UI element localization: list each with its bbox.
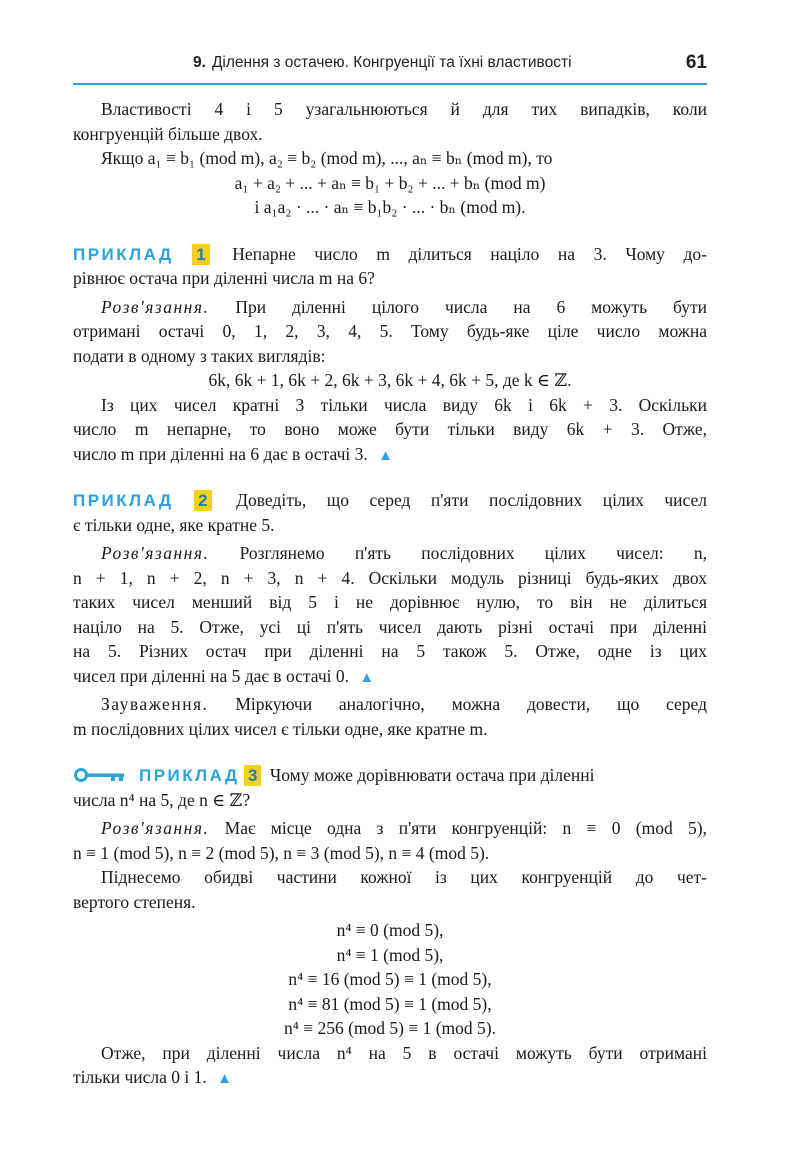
example-label: ПРИКЛАД xyxy=(139,766,240,785)
solution-text: Піднесемо обидві частини кожної із цих конгруенцій до чет- xyxy=(101,867,707,887)
solution-text: При діленні цілого числа на 6 можуть бути xyxy=(235,296,708,317)
conclusion-text: Отже, при діленні числа n⁴ на 5 в остачі можуть бути отримані xyxy=(101,1042,707,1063)
example-number: 3 xyxy=(244,765,261,786)
problem-text: числа n⁴ на 5, де n ∈ ℤ? xyxy=(73,789,251,810)
solution-text: n ≡ 1 (mod 5), n ≡ 2 (mod 5), n ≡ 3 (mod 5), n ≡ 4 (mod 5). xyxy=(73,842,490,863)
solution-text: таких чисел менший від 5 і не дорівнює нулю, то він не ділиться xyxy=(73,592,707,612)
remark-text: Міркуючи аналогічно, можна довести, що серед xyxy=(235,694,707,714)
solution-text: число m при діленні на 6 дає в остачі 3. xyxy=(73,443,368,464)
solution-text: число m непарне, то воно може бути тільки виду 6k + 3. Отже, xyxy=(73,419,707,439)
remark-label: Зауваження. xyxy=(101,694,209,714)
solution-label: Розв'язання. xyxy=(101,296,210,317)
solution-text: вертого степеня. xyxy=(73,891,196,912)
header-divider xyxy=(73,83,707,85)
solution-text: чисел при діленні на 5 дає в остачі 0. xyxy=(73,665,349,686)
solution-text: подати в одному з таких виглядів: xyxy=(73,345,326,366)
formula-line: n⁴ ≡ 0 (mod 5), xyxy=(336,920,444,940)
intro-block xyxy=(73,97,707,220)
solution-text: Розглянемо п'ять послідовних цілих чисел: n, xyxy=(239,543,707,563)
running-title xyxy=(193,54,572,72)
page-number: 61 xyxy=(685,52,707,73)
formula-line: a₁ + a₂ + ... + aₙ ≡ b₁ + b₂ + ... + bₙ (mod m) xyxy=(234,172,546,193)
page-header xyxy=(73,52,707,80)
chapter-title: Ділення з остачею. Конгруенції та їхні властивості xyxy=(211,54,572,71)
solution-text: Із цих чисел кратні 3 тільки числа виду 6k і 6k + 3. Оскільки xyxy=(101,394,707,415)
example-3 xyxy=(73,763,707,1090)
example-label: ПРИКЛАД xyxy=(73,244,174,264)
example-number: 2 xyxy=(194,490,211,511)
problem-text: Непарне число m ділиться націло на 3. Чому до- xyxy=(232,243,708,264)
key-icon xyxy=(73,765,125,790)
formula-line: і a₁a₂ · ... · aₙ ≡ b₁b₂ · ... · bₙ (mod m). xyxy=(254,197,526,217)
solution-text: отримані остачі 0, 1, 2, 3, 4, 5. Тому будь-яке ціле число можна xyxy=(73,321,707,341)
text-line: Якщо a₁ ≡ b₁ (mod m), a₂ ≡ b₂ (mod m), ..., aₙ ≡ bₙ (mod m), то xyxy=(101,148,553,168)
solution-label: Розв'язання. xyxy=(101,543,210,563)
problem-text: Доведіть, що серед п'яти послідовних цілих чисел xyxy=(236,490,707,510)
solution-text: на 5. Різних остач при діленні на 5 також 5. Отже, одне із цих xyxy=(73,641,707,661)
formula-line: n⁴ ≡ 1 (mod 5), xyxy=(336,944,444,965)
remark-text: m послідовних цілих чисел є тільки одне, яке кратне m. xyxy=(73,718,488,739)
problem-text: Чому може дорівнювати остача при діленні xyxy=(269,765,595,785)
formula-line: 6k, 6k + 1, 6k + 2, 6k + 3, 6k + 4, 6k + 5, де k ∈ ℤ. xyxy=(208,370,572,390)
problem-text: рівнює остача при діленні числа m на 6? xyxy=(73,268,375,288)
example-number: 1 xyxy=(192,244,209,265)
example-label: ПРИКЛАД xyxy=(73,491,174,510)
chapter-number: 9. xyxy=(193,54,206,71)
solution-text: націло на 5. Отже, усі ці п'ять чисел дають різні остачі при діленні xyxy=(73,616,707,637)
end-of-solution-triangle-icon: ▲ xyxy=(378,447,393,464)
end-of-solution-triangle-icon: ▲ xyxy=(217,1071,232,1087)
example-2 xyxy=(73,488,707,741)
end-of-solution-triangle-icon: ▲ xyxy=(359,669,375,686)
conclusion-text: тільки числа 0 і 1. xyxy=(73,1067,207,1087)
text-line: конгруенцій більше двох. xyxy=(73,123,263,144)
example-1 xyxy=(73,242,707,467)
text-line: Властивості 4 і 5 узагальнюються й для тих випадків, коли xyxy=(101,99,707,119)
solution-text: Має місце одна з п'яти конгруенцій: n ≡ 0 (mod 5), xyxy=(224,818,707,838)
formula-line: n⁴ ≡ 256 (mod 5) ≡ 1 (mod 5). xyxy=(284,1018,496,1038)
solution-text: n + 1, n + 2, n + 3, n + 4. Оскільки модуль різниці будь-яких двох xyxy=(73,567,707,588)
formula-line: n⁴ ≡ 81 (mod 5) ≡ 1 (mod 5), xyxy=(288,993,492,1014)
page-content xyxy=(73,97,707,1090)
problem-text: є тільки одне, яке кратне 5. xyxy=(73,514,275,535)
solution-label: Розв'язання. xyxy=(101,818,210,838)
formula-line: n⁴ ≡ 16 (mod 5) ≡ 1 (mod 5), xyxy=(288,969,492,989)
